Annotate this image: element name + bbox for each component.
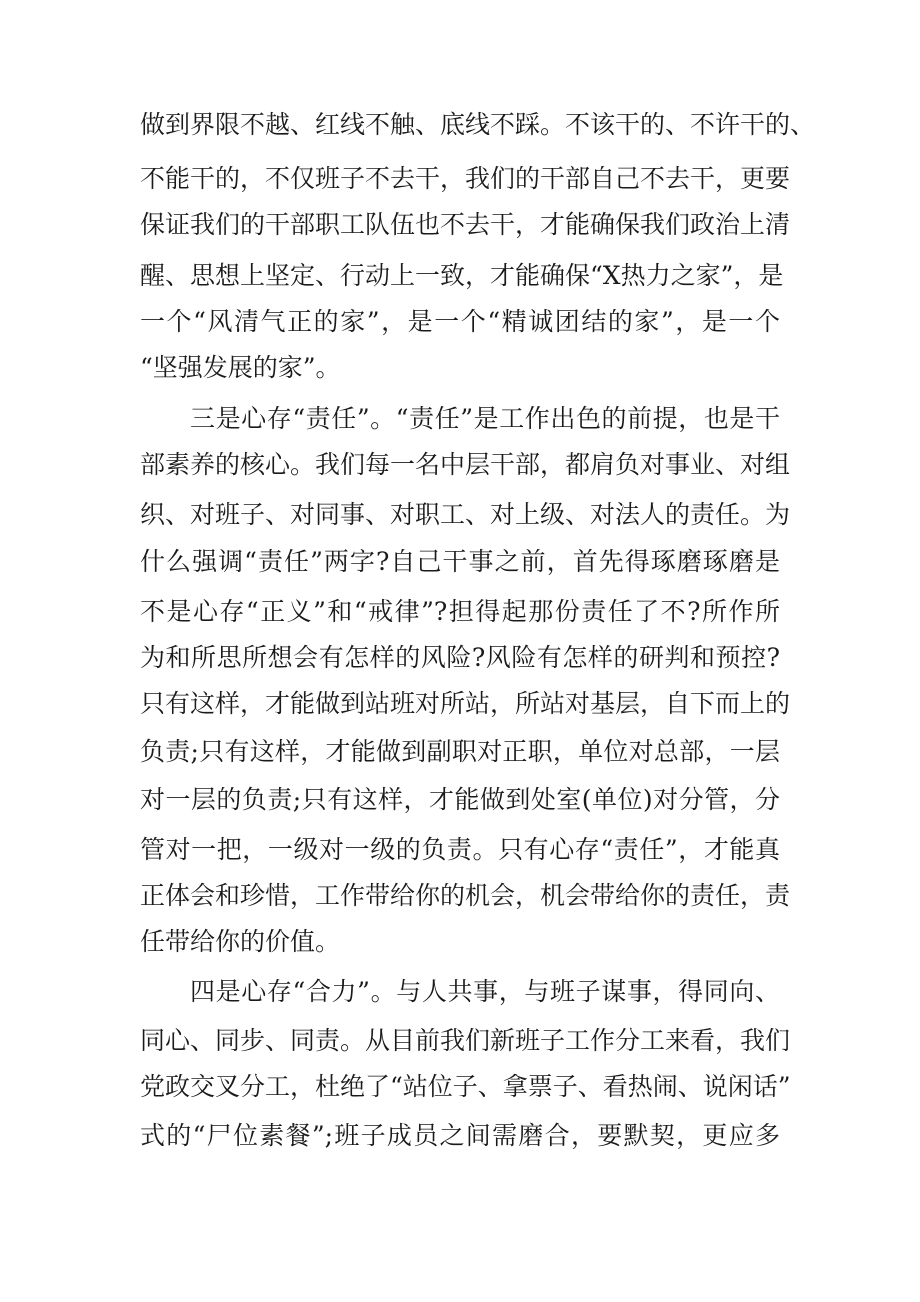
text-line: 织、对班子、对同事、对职工、对上级、对法人的责任。为 [140, 500, 791, 529]
paragraph-start-line: 四是心存“合力”。与人共事，与班子谋事，得同向、 [190, 977, 780, 1006]
text-line: 保证我们的干部职工队伍也不去干，才能确保我们政治上清 [140, 210, 791, 239]
text-line: 做到界限不越、红线不触、底线不踩。不该干的、不许干的、 [140, 110, 816, 139]
text-line: 部素养的核心。我们每一名中层干部，都肩负对事业、对组 [140, 450, 791, 479]
text-line: 党政交叉分工，杜绝了“站位子、拿票子、看热闹、说闲话” [140, 1072, 791, 1101]
text-line: 管对一把，一级对一级的负责。只有心存“责任”，才能真 [140, 835, 780, 864]
text-line: 同心、同步、同责。从目前我们新班子工作分工来看，我们 [140, 1026, 791, 1055]
text-line: 醒、思想上坚定、行动上一致，才能确保“X热力之家”，是 [140, 261, 784, 290]
text-line: 只有这样，才能做到站班对所站，所站对基层，自下而上的 [140, 689, 791, 718]
text-line: 负责;只有这样，才能做到副职对正职，单位对总部，一层 [140, 737, 780, 766]
text-line: 式的“尸位素餐”;班子成员之间需磨合，要默契，更应多 [140, 1121, 780, 1150]
text-line: 为和所思所想会有怎样的风险?风险有怎样的研判和预控? [140, 643, 780, 672]
text-line: 对一层的负责;只有这样，才能做到处室(单位)对分管，分 [140, 785, 780, 814]
text-line: 一个“风清气正的家”，是一个“精诚团结的家”，是一个 [140, 307, 780, 336]
text-line: 不能干的，不仅班子不去干，我们的干部自己不去干，更要 [140, 164, 791, 193]
text-line: 任带给你的价值。 [140, 927, 341, 956]
paragraph-start-line: 三是心存“责任”。“责任”是工作出色的前提，也是干 [190, 404, 780, 433]
text-line: 不是心存“正义”和“戒律”?担得起那份责任了不?所作所 [140, 597, 780, 626]
text-line: 什么强调“责任”两字?自己干事之前，首先得琢磨琢磨是 [140, 547, 780, 576]
text-line: “坚强发展的家”。 [140, 353, 341, 382]
text-line: 正体会和珍惜，工作带给你的机会，机会带给你的责任，责 [140, 881, 791, 910]
